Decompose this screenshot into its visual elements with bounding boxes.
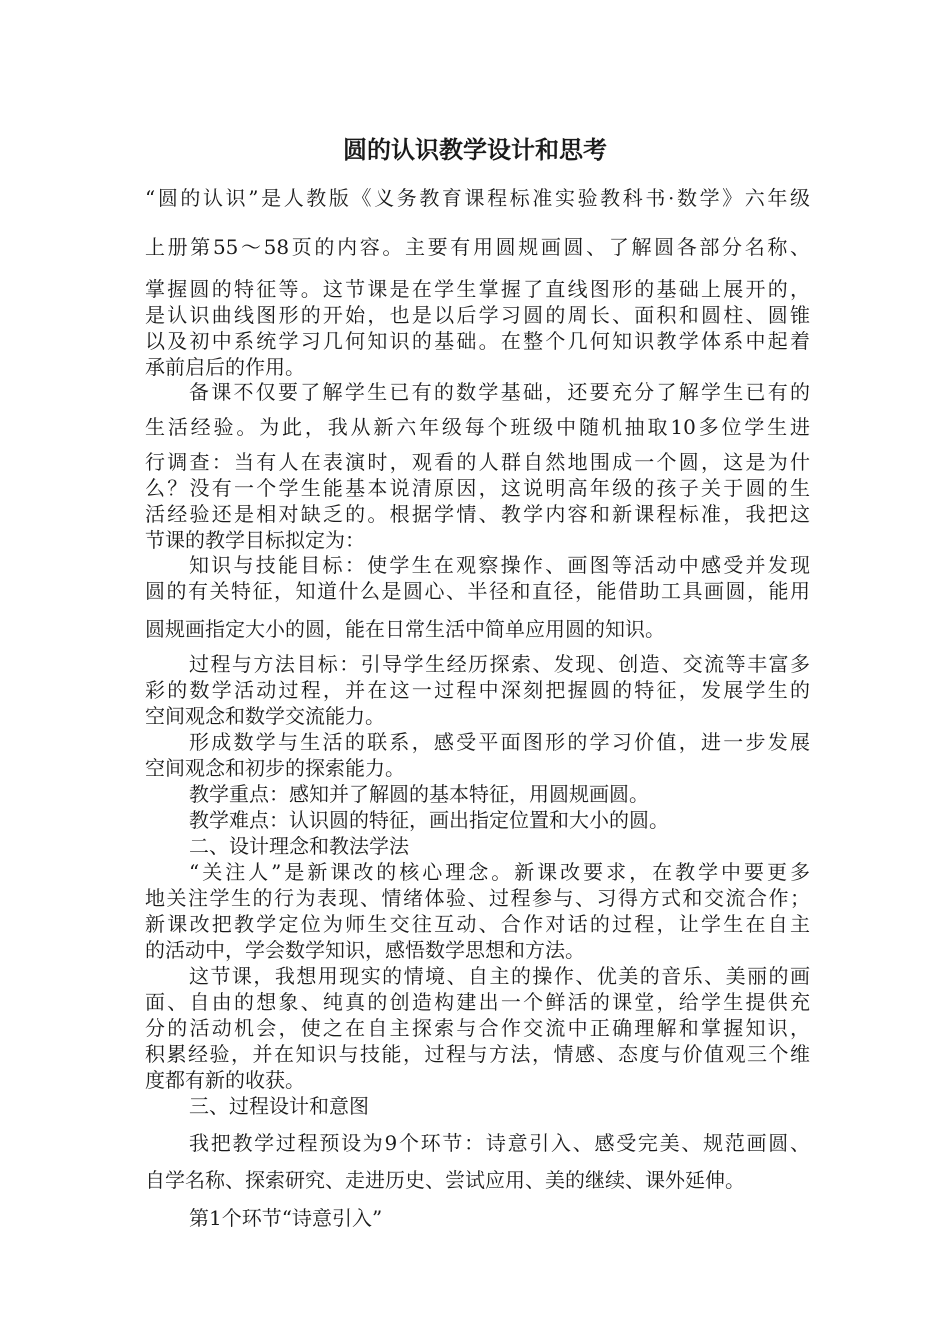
text-line: 教学难点：认识圆的特征，画出指定位置和大小的圆。 bbox=[189, 808, 669, 832]
text-line: 空间观念和数学交流能力。 bbox=[145, 704, 385, 728]
text-line: 形成数学与生活的联系，感受平面图形的学习价值，进一步发展 bbox=[189, 730, 810, 754]
text-line: 掌握圆的特征等。这节课是在学生掌握了直线图形的基础上展开的， bbox=[145, 277, 810, 301]
text-line: 是认识曲线图形的开始，也是以后学习圆的周长、面积和圆柱、圆锥 bbox=[145, 303, 810, 327]
document-title: 圆的认识教学设计和思考 bbox=[343, 135, 607, 164]
text-line: 生活经验。为此，我从新六年级每个班级中随机抽取10多位学生进 bbox=[145, 415, 810, 439]
text-line: 节课的教学目标拟定为： bbox=[145, 528, 365, 552]
text-line: 么？没有一个学生能基本说清原因，这说明高年级的孩子关于圆的生 bbox=[145, 476, 810, 500]
text-line: 空间观念和初步的探索能力。 bbox=[145, 756, 405, 780]
text-line: 彩的数学活动过程，并在这一过程中深刻把握圆的特征，发展学生的 bbox=[145, 678, 810, 702]
text-line: 地关注学生的行为表现、情绪体验、过程参与、习得方式和交流合作； bbox=[145, 886, 810, 910]
text-line: “圆的认识”是人教版《义务教育课程标准实验教科书·数学》六年级 bbox=[145, 186, 810, 210]
text-line: 备课不仅要了解学生已有的数学基础，还要充分了解学生已有的 bbox=[189, 380, 810, 404]
text-line: 分的活动机会，使之在自主探索与合作交流中正确理解和掌握知识， bbox=[145, 1016, 810, 1040]
text-line: 以及初中系统学习几何知识的基础。在整个几何知识教学体系中起着 bbox=[145, 329, 810, 353]
text-line: 度都有新的收获。 bbox=[145, 1068, 305, 1092]
text-line: 圆的有关特征，知道什么是圆心、半径和直径，能借助工具画圆，能用 bbox=[145, 579, 810, 603]
text-line: 承前启后的作用。 bbox=[145, 355, 305, 379]
subsection-heading: 第1个环节“诗意引入” bbox=[189, 1206, 383, 1230]
text-line: 新课改把教学定位为师生交往互动、合作对话的过程，让学生在自主 bbox=[145, 912, 810, 936]
text-line: “关注人”是新课改的核心理念。新课改要求，在教学中要更多 bbox=[189, 860, 810, 884]
section-heading: 二、设计理念和教法学法 bbox=[189, 834, 409, 858]
text-line: 知识与技能目标：使学生在观察操作、画图等活动中感受并发现 bbox=[189, 553, 810, 577]
text-line: 面、自由的想象、纯真的创造构建出一个鲜活的课堂，给学生提供充 bbox=[145, 990, 810, 1014]
text-line: 圆规画指定大小的圆，能在日常生活中简单应用圆的知识。 bbox=[145, 617, 665, 641]
text-line: 我把教学过程预设为9个环节：诗意引入、感受完美、规范画圆、 bbox=[189, 1131, 810, 1155]
text-line: 自学名称、探索研究、走进历史、尝试应用、美的继续、课外延伸。 bbox=[145, 1168, 745, 1192]
section-heading: 三、过程设计和意图 bbox=[189, 1094, 369, 1118]
text-line: 活经验还是相对缺乏的。根据学情、教学内容和新课程标准，我把这 bbox=[145, 502, 810, 526]
text-line: 上册第55～58页的内容。主要有用圆规画圆、了解圆各部分名称、 bbox=[145, 235, 810, 259]
text-line: 这节课，我想用现实的情境、自主的操作、优美的音乐、美丽的画 bbox=[189, 964, 810, 988]
text-line: 积累经验，并在知识与技能，过程与方法，情感、态度与价值观三个维 bbox=[145, 1042, 810, 1066]
text-line: 教学重点：感知并了解圆的基本特征，用圆规画圆。 bbox=[189, 782, 649, 806]
text-line: 过程与方法目标：引导学生经历探索、发现、创造、交流等丰富多 bbox=[189, 652, 810, 676]
text-line: 行调查：当有人在表演时，观看的人群自然地围成一个圆，这是为什 bbox=[145, 450, 810, 474]
text-line: 的活动中，学会数学知识，感悟数学思想和方法。 bbox=[145, 938, 585, 962]
